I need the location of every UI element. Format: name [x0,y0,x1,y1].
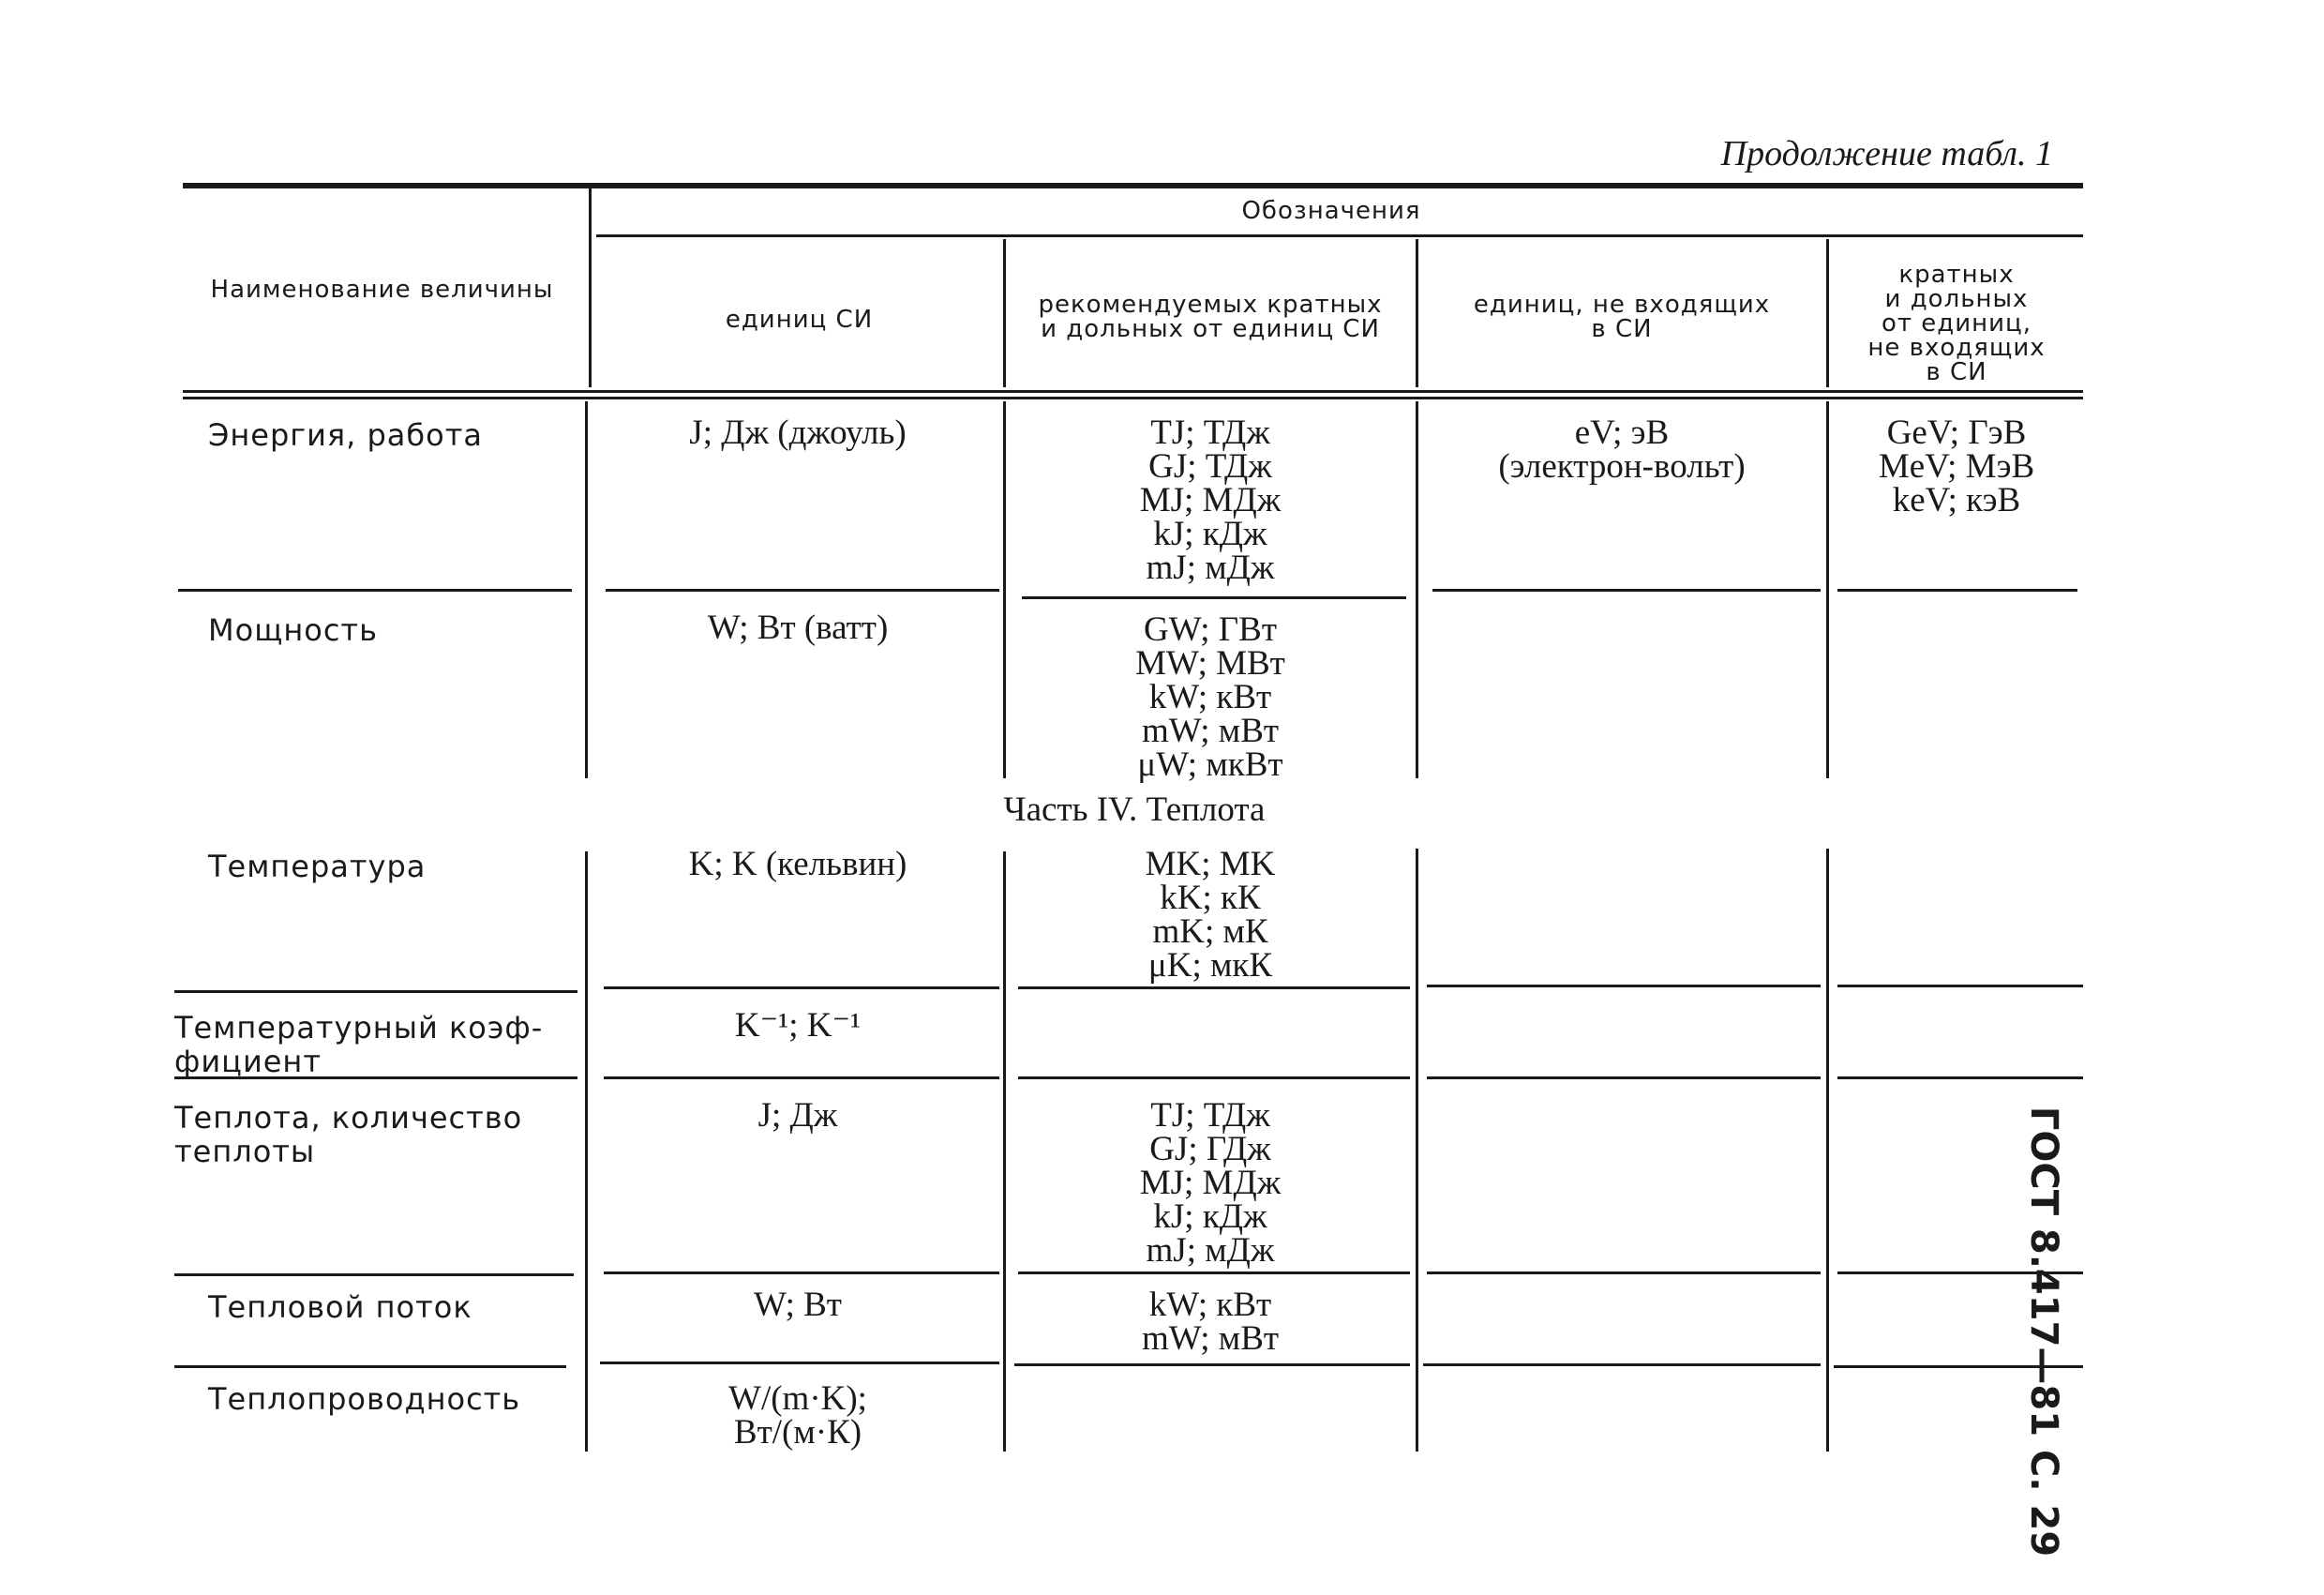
col-divider [585,401,588,778]
document-page-label: ГОСТ 8.417—81 С. 29 [2022,1106,2065,1557]
header-recommended-multiples: рекомендуемых кратных и дольных от единиц СИ [1038,291,1383,343]
row-separator [604,1271,999,1274]
header-divider-4 [1826,239,1829,387]
row-separator [1018,1076,1410,1079]
row-separator [1018,1271,1410,1274]
header-name-column: Наименование величины [210,276,554,304]
section-title: Часть IV. Теплота [1003,790,1266,829]
row-separator [604,986,999,989]
header-bottom-rule [183,390,2083,393]
row-separator [1018,986,1410,989]
row-multiples-energy: TJ; ТДж GJ; ТДж MJ; МДж kJ; кДж mJ; мДж [1139,414,1282,587]
row-name-heat: Теплота, количество теплоты [174,1100,523,1169]
row-separator [606,589,999,592]
row-separator [178,589,572,592]
top-rule [183,183,2083,188]
row-separator [174,1365,566,1368]
row-separator [174,1273,574,1276]
row-name-thermal-conductivity: Теплопроводность [208,1381,521,1417]
col-divider [1416,849,1418,1452]
row-multiples-temperature: MK; MK kK; кК mK; мК μK; мкК [1145,845,1276,985]
row-nonsi-energy: eV; эВ (электрон-вольт) [1498,414,1746,486]
header-non-si-multiples: кратных и дольных от единиц, не входящих в СИ [1867,261,2046,386]
row-name-power: Мощность [208,612,378,648]
row-separator [1432,589,1821,592]
row-separator [1423,1363,1821,1366]
header-group-designations: Обозначения [1241,197,1421,225]
row-multiples-heat: TJ; ТДж GJ; ГДж MJ; МДж kJ; кДж mJ; мДж [1139,1096,1282,1270]
row-si-heat: J; Дж [757,1096,838,1135]
row-multiples-power: GW; ГВт MW; МВт kW; кВт mW; мВт μW; мкВт [1135,610,1285,784]
col-divider [1003,851,1006,1452]
row-separator [1022,596,1406,599]
header-si-units: единиц СИ [725,306,874,334]
header-divider-3 [1416,239,1418,387]
row-separator [1427,985,1821,987]
col-divider [1003,401,1006,778]
row-separator [1837,985,2083,987]
row-separator [604,1076,999,1079]
header-divider-1 [589,188,592,387]
row-separator [174,990,577,993]
header-non-si-units: единиц, не входящих в СИ [1473,291,1771,343]
row-si-thermal-conductivity: W/(m·K); Вт/(м·К) [728,1379,867,1452]
row-si-power: W; Вт (ватт) [707,609,889,647]
row-name-heat-flow: Тепловой поток [208,1289,472,1325]
row-separator [1427,1076,1821,1079]
row-name-energy: Энергия, работа [208,417,483,453]
table-caption: Продолжение табл. 1 [1720,134,2053,173]
row-si-temperature: K; K (кельвин) [688,845,907,883]
row-separator [1014,1363,1410,1366]
row-separator [1427,1271,1821,1274]
col-divider [1826,849,1829,1452]
header-bottom-rule-2 [183,397,2083,399]
col-divider [1416,401,1418,778]
header-divider-2 [1003,239,1006,387]
row-separator [600,1362,999,1364]
col-divider [1826,401,1829,778]
row-nonsi-multiples-energy: GeV; ГэВ MeV; МэВ keV; кэВ [1878,414,2035,519]
col-divider [585,851,588,1452]
row-multiples-heat-flow: kW; кВт mW; мВт [1141,1286,1280,1358]
row-name-temperature: Температура [208,849,427,884]
header-group-rule [596,234,2083,237]
row-si-energy: J; Дж (джоуль) [689,414,907,452]
row-name-temperature-coefficient: Температурный коэф- фициент [174,1010,544,1079]
row-separator [1837,589,2077,592]
row-si-heat-flow: W; Вт [754,1286,842,1324]
row-si-temperature-coefficient: K⁻¹; K⁻¹ [734,1006,862,1045]
